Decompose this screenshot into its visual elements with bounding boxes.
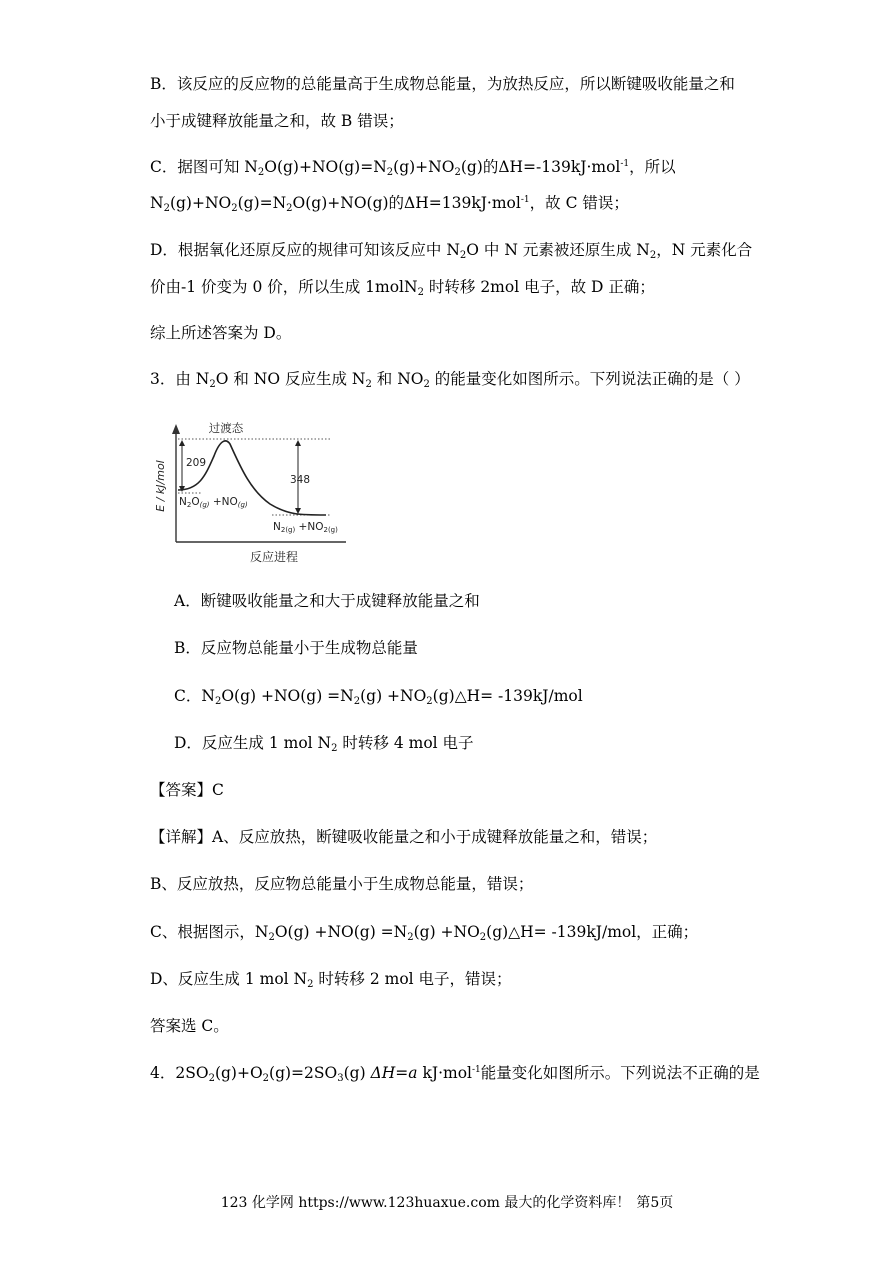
footer-site: 123 化学网 https://www.123huaxue.com 最大的化学资料库！ bbox=[220, 1195, 631, 1211]
page-footer bbox=[0, 1192, 894, 1212]
q3-explanation-b: B、反应放热，反应物总能量小于生成物总能量，错误； bbox=[150, 875, 534, 893]
y-axis-label: E / kJ/mol bbox=[154, 460, 167, 512]
energy-diagram bbox=[150, 418, 350, 568]
q4-stem: 4．$2SO_2(g)+O_2(g)=2SO_3(g)$ ΔH=a kJ·mol$^{-1}$能量变化如图所示。下列说法不正确的是 bbox=[150, 1064, 760, 1084]
q3-stem: 3．由 $N_2O$ 和 NO 反应生成 $N_2$ 和 $NO_2$ 的能量变化如图所示。下列说法正确的是（ ） bbox=[150, 370, 750, 390]
page-number: 第5页 bbox=[636, 1195, 674, 1211]
activation-value: 209 bbox=[186, 457, 207, 469]
x-axis-label: 反应进程 bbox=[249, 550, 299, 564]
q3-option-a: A．断键吸收能量之和大于成键释放能量之和 bbox=[174, 592, 480, 610]
q3-answer-choice: 答案选 C。 bbox=[150, 1017, 229, 1035]
q3-option-c: C．$N_2O(g) +NO(g) =N_2(g)$ $+NO_2(g)\triangle H= -139kJ/mol$ bbox=[174, 687, 583, 707]
release-arrow-head-up bbox=[295, 440, 301, 446]
q3-explanation-c: C、根据图示，$N_2O(g) +NO(g) =N_2(g)$ $+NO_2(g)\triangle H= -139kJ/mol$，正确； bbox=[150, 923, 699, 943]
prev-option-d-line2: 价由-1 价变为 0 价，所以生成 1molN$_2$ 时转移 2mol 电子，故 D 正确； bbox=[150, 278, 655, 298]
release-value: 348 bbox=[290, 474, 311, 486]
prev-option-b-line2: 小于成键释放能量之和，故 B 错误； bbox=[150, 112, 404, 130]
prev-option-b-line1: B．该反应的反应物的总能量高于生成物总能量，为放热反应，所以断键吸收能量之和 bbox=[150, 75, 735, 93]
q3-explanation-a: 【详解】A、反应放热，断键吸收能量之和小于成键释放能量之和，错误； bbox=[150, 828, 658, 846]
products-label: N2(g) +NO2(g) bbox=[273, 521, 338, 534]
q3-answer: 【答案】C bbox=[150, 781, 224, 799]
q3-option-d: D．反应生成 1 mol $N_2$ 时转移 4 mol 电子 bbox=[174, 734, 474, 754]
q3-option-b: B．反应物总能量小于生成物总能量 bbox=[174, 639, 418, 657]
prev-option-d-line1: D．根据氧化还原反应的规律可知该反应中 $N_2O$ 中 N 元素被还原生成 $N_2$，N 元素化合 bbox=[150, 241, 753, 261]
transition-state-label: 过渡态 bbox=[208, 421, 244, 435]
y-axis-arrow bbox=[172, 424, 180, 434]
q3-explanation-d: D、反应生成 1 mol $N_2$ 时转移 2 mol 电子，错误； bbox=[150, 970, 512, 990]
prev-summary: 综上所述答案为 D。 bbox=[150, 324, 292, 342]
reactants-label: N2O(g) +NO(g) bbox=[179, 496, 248, 509]
activation-arrow-head-up bbox=[179, 440, 185, 446]
prev-option-c-line1: C．据图可知 $N_2O(g)+NO(g)=N_2(g)+NO_2(g)$的ΔH=-139kJ·mol$^{-1}$，所以 bbox=[150, 158, 676, 178]
prev-option-c-line2: $N_2(g)+NO_2(g)=N_2O(g)+NO(g)$的ΔH=139kJ·mol$^{-1}$，故 C 错误； bbox=[150, 194, 629, 214]
